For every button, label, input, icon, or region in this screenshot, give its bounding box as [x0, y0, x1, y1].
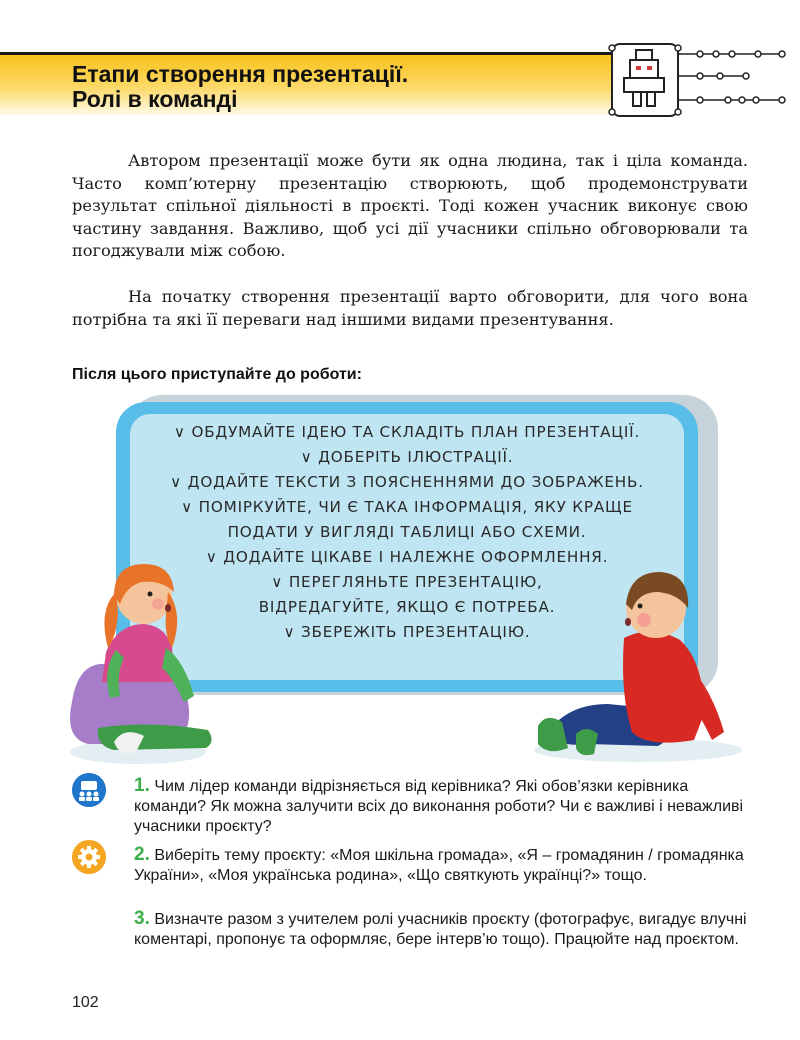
group-discussion-icon	[72, 773, 106, 807]
task-1	[134, 776, 754, 837]
task-number: 2.	[134, 844, 150, 865]
girl-illustration	[58, 552, 218, 768]
step-item-continued: ПОДАТИ У ВИГЛЯДІ ТАБЛИЦІ АБО СХЕМИ.	[227, 523, 587, 541]
section-title-line2: Ролі в команді	[72, 86, 238, 112]
boy-illustration	[528, 564, 744, 764]
section-title	[72, 62, 408, 112]
step-item: ∨ ДОБЕРІТЬ ІЛЮСТРАЦІЇ.	[300, 448, 514, 466]
task-number: 3.	[134, 908, 150, 929]
task-3	[134, 909, 754, 950]
steps-heading: Після цього приступайте до роботи:	[72, 366, 362, 383]
robot-circuit-icon	[608, 40, 788, 120]
step-item-continued: ВІДРЕДАГУЙТЕ, ЯКЩО Є ПОТРЕБА.	[258, 598, 556, 616]
task-text: Визначте разом з учителем ролі учасників проєкту (фотографує, вигадує влучні коментарі, пропонує та оформляє, бере інтерв’ю тощо). Працюйте над проєктом.	[134, 911, 747, 948]
step-item: ∨ ОБДУМАЙТЕ ІДЕЮ ТА СКЛАДІТЬ ПЛАН ПРЕЗЕНТАЦІЇ.	[173, 423, 641, 441]
intro-paragraph-2: На початку створення презентації варто обговорити, для чого вона потрібна та які її переваги над іншими видами презентування.	[72, 287, 748, 329]
step-item: ∨ ЗБЕРЕЖІТЬ ПРЕЗЕНТАЦІЮ.	[283, 623, 531, 641]
gear-icon	[72, 840, 106, 874]
task-text: Виберіть тему проєкту: «Моя шкільна громада», «Я – громадянин / громадянка України», «Моя українська родина», «Що святкують українці?» тощо.	[134, 847, 744, 884]
step-item: ∨ ПОМІРКУЙТЕ, ЧИ Є ТАКА ІНФОРМАЦІЯ, ЯКУ КРАЩЕ	[181, 498, 633, 516]
step-item: ∨ ПЕРЕГЛЯНЬТЕ ПРЕЗЕНТАЦІЮ,	[271, 573, 543, 591]
task-2	[134, 845, 754, 886]
step-item: ∨ ДОДАЙТЕ ЦІКАВЕ І НАЛЕЖНЕ ОФОРМЛЕННЯ.	[205, 548, 609, 566]
page-number: 102	[72, 994, 99, 1011]
section-title-line1: Етапи створення презентації.	[72, 61, 409, 87]
task-number: 1.	[134, 775, 150, 796]
intro-paragraph-1: Автором презентації може бути як одна людина, так і ціла команда. Часто комп’ютерну презентацію створюють, щоб продемонструвати результат спільної діяльності в проєкті. Тоді кожен учасник виконує свою частину завдання. Важливо, щоб усі дії учасники спільно обговорювали та погоджували між собою.	[72, 151, 748, 260]
task-text: Чим лідер команди відрізняється від керівника? Які обов’язки керівника команди? Як можна залучити всіх до виконання роботи? Чи є важливі і неважливі учасники проєкту?	[134, 778, 744, 835]
step-item: ∨ ДОДАЙТЕ ТЕКСТИ З ПОЯСНЕННЯМИ ДО ЗОБРАЖЕНЬ.	[170, 473, 644, 491]
